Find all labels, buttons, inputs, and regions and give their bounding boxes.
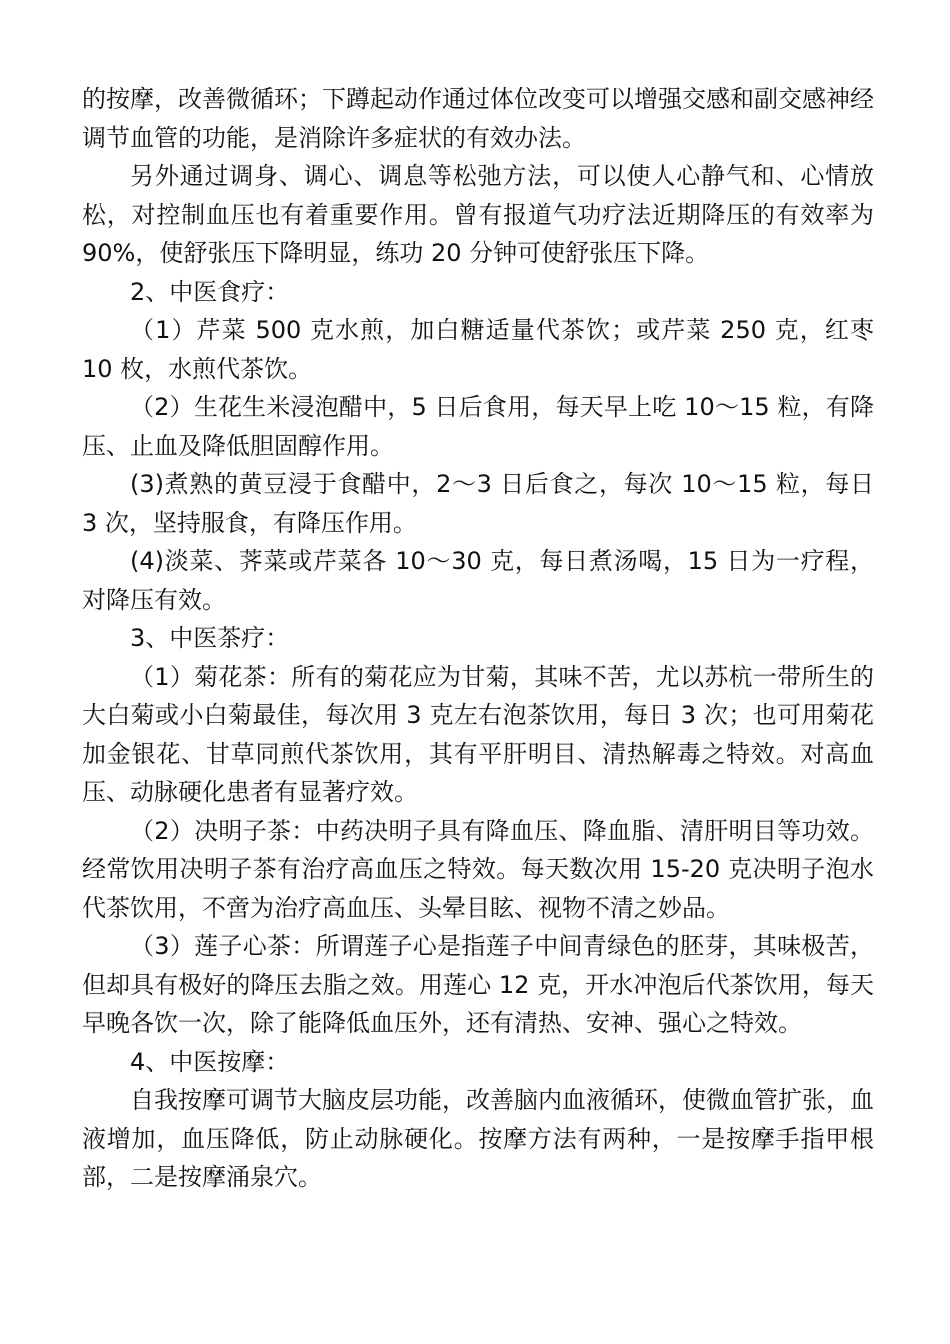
paragraph-diet-2: （2）生花生米浸泡醋中，5 日后食用，每天早上吃 10～15 粒，有降压、止血及降低胆固醇作用。 — [82, 393, 874, 460]
paragraph-tea-2: （2）决明子茶：中药决明子具有降血压、降血脂、清肝明目等功效。经常饮用决明子茶有治疗高血压之特效。每天数次用 15-20 克决明子泡水代茶饮用，不啻为治疗高血压、头晕目眩、视物不清之妙品。 — [82, 816, 874, 922]
paragraph-tea-3: （3）莲子心茶：所谓莲子心是指莲子中间青绿色的胚芽，其味极苦，但却具有极好的降压去脂之效。用莲心 12 克，开水冲泡后代茶饮用，每天早晚各饮一次，除了能降低血压外，还有清热、安神、强心之特效。 — [82, 932, 874, 1037]
paragraph-diet-4: (4)淡菜、荠菜或芹菜各 10～30 克，每日煮汤喝，15 日为一疗程，对降压有效。 — [82, 547, 874, 614]
heading-tea-therapy: 3、中医茶疗： — [130, 624, 290, 652]
heading-diet-therapy: 2、中医食疗： — [130, 277, 290, 306]
paragraph-self-massage: 自我按摩可调节大脑皮层功能，改善脑内血液循环，使微血管扩张，血液增加，血压降低，防止动脉硬化。按摩方法有两种，一是按摩手指甲根部，二是按摩涌泉穴。 — [82, 1086, 874, 1191]
paragraph-diet-3: (3)煮熟的黄豆浸于食醋中，2～3 日后食之，每次 10～15 粒，每日 3 次，坚持服食，有降压作用。 — [82, 470, 874, 537]
paragraph-tea-1: （1）菊花茶：所有的菊花应为甘菊，其味不苦，尤以苏杭一带所生的大白菊或小白菊最佳，每次用 3 克左右泡茶饮用，每日 3 次；也可用菊花加金银花、甘草同煎代茶饮用，其有平肝明目、清热解毒之特效。对高血压、动脉硬化患者有显著疗效。 — [82, 662, 874, 806]
paragraph-relaxation: 另外通过调身、调心、调息等松弛方法，可以使人心静气和、心情放松，对控制血压也有着重要作用。曾有报道气功疗法近期降压的有效率为 90%，使舒张压下降明显，练功 20 分钟可使舒张压下降。 — [82, 162, 874, 267]
document-page — [82, 80, 874, 1197]
paragraph-massage-intro: 的按摩，改善微循环；下蹲起动作通过体位改变可以增强交感和副交感神经调节血管的功能，是消除许多症状的有效办法。 — [82, 85, 874, 152]
paragraph-diet-1: （1）芹菜 500 克水煎，加白糖适量代茶饮；或芹菜 250 克，红枣 10 枚，水煎代茶饮。 — [82, 316, 874, 383]
heading-massage: 4、中医按摩： — [130, 1047, 290, 1076]
